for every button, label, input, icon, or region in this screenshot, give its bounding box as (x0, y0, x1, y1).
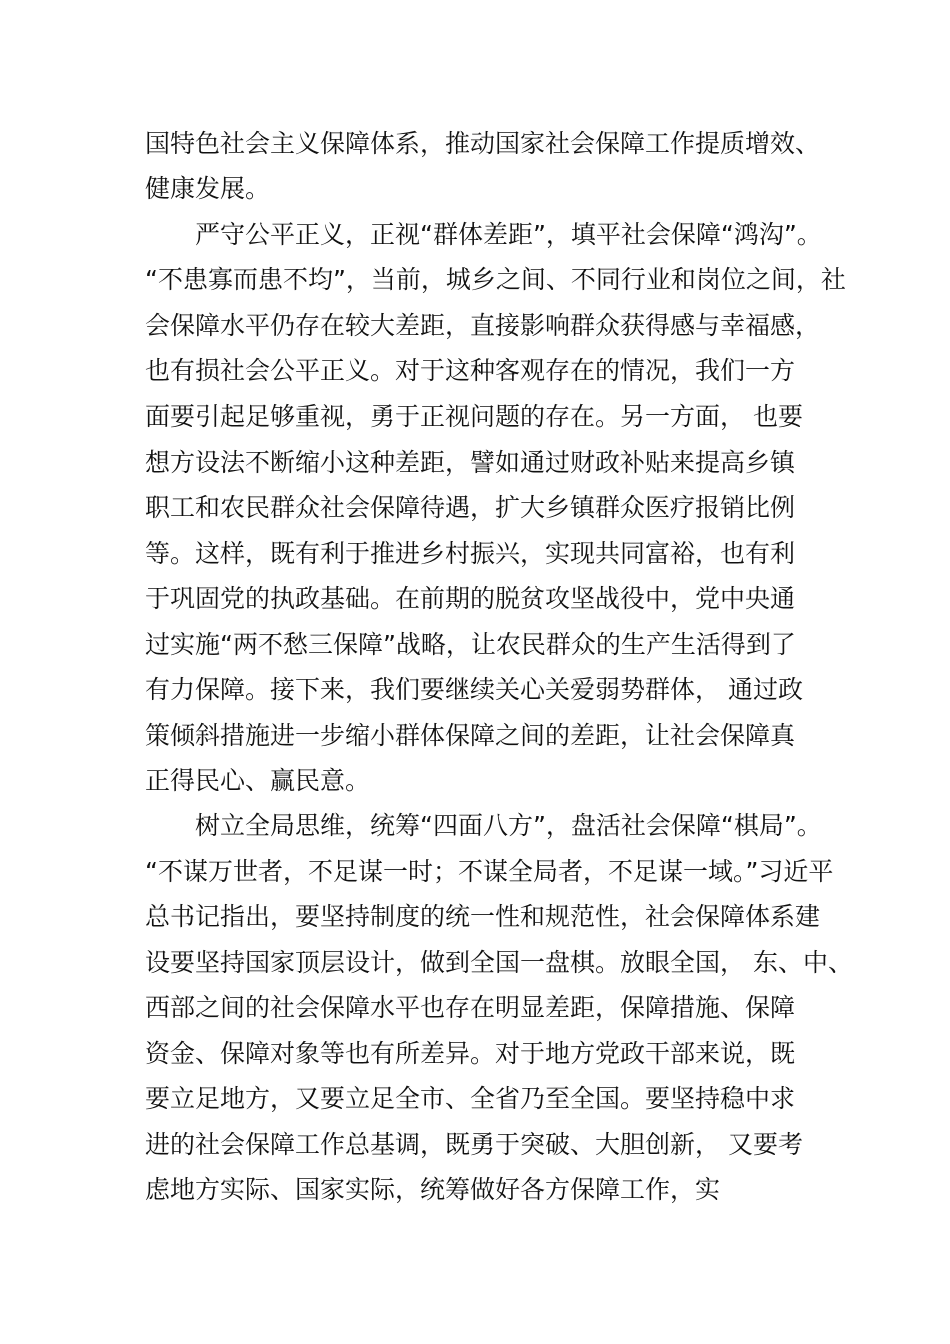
text-line: “不患寡而患不均”，当前，城乡之间、不同行业和岗位之间，社 (145, 265, 846, 294)
text-line: 想方设法不断缩小这种差距，譬如通过财政补贴来提高乡镇 (145, 448, 796, 477)
text-line: 职工和农民群众社会保障待遇，扩大乡镇群众医疗报销比例 (145, 493, 796, 522)
text-line: 会保障水平仍存在较大差距，直接影响群众获得感与幸福感， (145, 311, 821, 340)
text-line: 资金、保障对象等也有所差异。对于地方党政干部来说，既 (145, 1039, 796, 1068)
text-line: 健康发展。 (145, 174, 271, 203)
text-line: 于巩固党的执政基础。在前期的脱贫攻坚战役中，党中央通 (145, 584, 796, 613)
text-line: 总书记指出，要坚持制度的统一性和规范性，社会保障体系建 (145, 902, 821, 931)
text-line: 正得民心、赢民意。 (145, 766, 371, 795)
text-line: 策倾斜措施进一步缩小群体保障之间的差距，让社会保障真 (145, 721, 796, 750)
text-line: 要立足地方，又要立足全市、全省乃至全国。要坚持稳中求 (145, 1084, 796, 1113)
section-heading: 树立全局思维，统筹“四面八方”，盘活社会保障“棋局”。 (195, 811, 822, 840)
section-heading: 严守公平正义，正视“群体差距”，填平社会保障“鸿沟”。 (195, 220, 822, 249)
text-line: 西部之间的社会保障水平也存在明显差距，保障措施、保障 (145, 993, 796, 1022)
text-line: 等。这样，既有利于推进乡村振兴，实现共同富裕，也有利 (145, 539, 796, 568)
text-line: 有力保障。接下来，我们要继续关心关爱弱势群体， 通过政 (145, 675, 803, 704)
text-line: 国特色社会主义保障体系，推动国家社会保障工作提质增效、 (145, 129, 821, 158)
text-line: 进的社会保障工作总基调，既勇于突破、大胆创新， 又要考 (145, 1130, 803, 1159)
text-line: “不谋万世者，不足谋一时；不谋全局者，不足谋一域。”习近平 (145, 857, 834, 886)
text-line: 面要引起足够重视，勇于正视问题的存在。另一方面， 也要 (145, 402, 803, 431)
text-line: 过实施“两不愁三保障”战略，让农民群众的生产生活得到了 (145, 630, 796, 659)
text-line: 设要坚持国家顶层设计，做到全国一盘棋。放眼全国， 东、中、 (145, 948, 853, 977)
text-line: 也有损社会公平正义。对于这种客观存在的情况，我们一方 (145, 356, 796, 385)
text-line: 虑地方实际、国家实际，统筹做好各方保障工作，实 (145, 1175, 721, 1204)
